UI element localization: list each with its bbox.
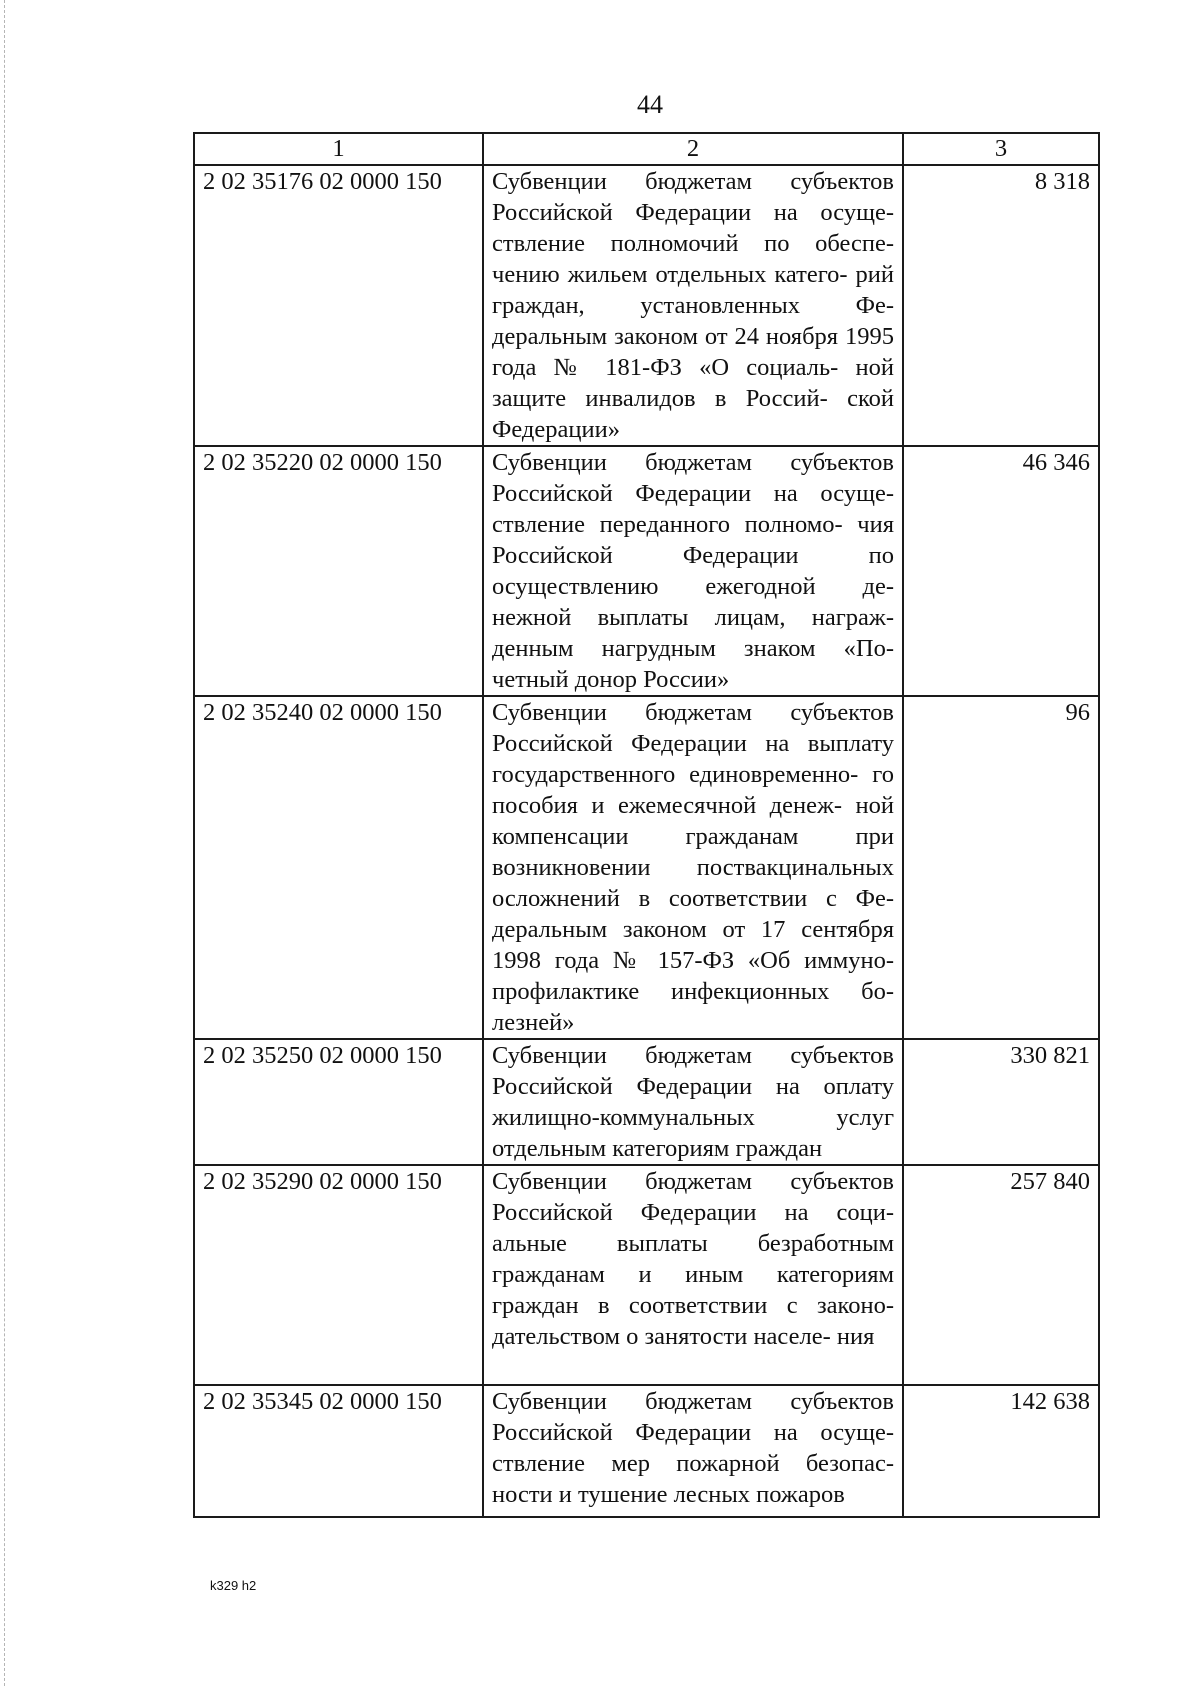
budget-table [193,132,1100,1518]
revenue-description: Субвенции бюджетам субъектов Российской Федерации на оплату жилищно-коммунальных услуг отдельным категориям граждан [483,1039,903,1165]
amount: 142 638 [903,1385,1099,1517]
budget-code: 2 02 35240 02 0000 150 [194,696,483,1039]
revenue-description: Субвенции бюджетам субъектов Российской Федерации на осуще- ствление мер пожарной безопас- ности и тушение лесных пожаров [483,1385,903,1517]
budget-code: 2 02 35176 02 0000 150 [194,165,483,446]
table-row [194,1385,1099,1517]
revenue-description: Субвенции бюджетам субъектов Российской Федерации на осуще- ствление переданного полномо- чия Российской Федерации по осуществлению ежегодной де- нежной выплаты лицам, награж- денным нагрудным знаком «По- четный донор России» [483,446,903,696]
budget-code: 2 02 35345 02 0000 150 [194,1385,483,1517]
budget-code: 2 02 35290 02 0000 150 [194,1165,483,1385]
table-row [194,446,1099,696]
amount: 8 318 [903,165,1099,446]
table-row [194,1165,1099,1385]
amount: 46 346 [903,446,1099,696]
scan-edge-line [4,0,7,1686]
table-row [194,696,1099,1039]
budget-code: 2 02 35250 02 0000 150 [194,1039,483,1165]
amount: 257 840 [903,1165,1099,1385]
revenue-description: Субвенции бюджетам субъектов Российской Федерации на осуще- ствление полномочий по обеспе- чению жильем отдельных катего- рий граждан, установленных Фе- деральным законом от 24 ноября 1995 года № 181-ФЗ «О социаль- ной защите инвалидов в Россий- ской Федерации» [483,165,903,446]
column-header-1: 1 [194,133,483,165]
column-header-3: 3 [903,133,1099,165]
table-header-row [194,133,1099,165]
revenue-description: Субвенции бюджетам субъектов Российской Федерации на соци- альные выплаты безработным гражданам и иным категориям граждан в соответствии с законо- дательством о занятости населе- ния [483,1165,903,1385]
page-number: 44 [637,90,663,119]
amount: 330 821 [903,1039,1099,1165]
table-row [194,1039,1099,1165]
table-row [194,165,1099,446]
column-header-2: 2 [483,133,903,165]
budget-code: 2 02 35220 02 0000 150 [194,446,483,696]
document-footer-code: k329 h2 [210,1578,257,1593]
amount: 96 [903,696,1099,1039]
revenue-description: Субвенции бюджетам субъектов Российской Федерации на выплату государственного единовременно- го пособия и ежемесячной денеж- ной компенсации гражданам при возникновении поствакцинальных осложнений в соответствии с Фе- деральным законом от 17 сентября 1998 года № 157-ФЗ «Об иммуно- профилактике инфекционных бо- лезней» [483,696,903,1039]
